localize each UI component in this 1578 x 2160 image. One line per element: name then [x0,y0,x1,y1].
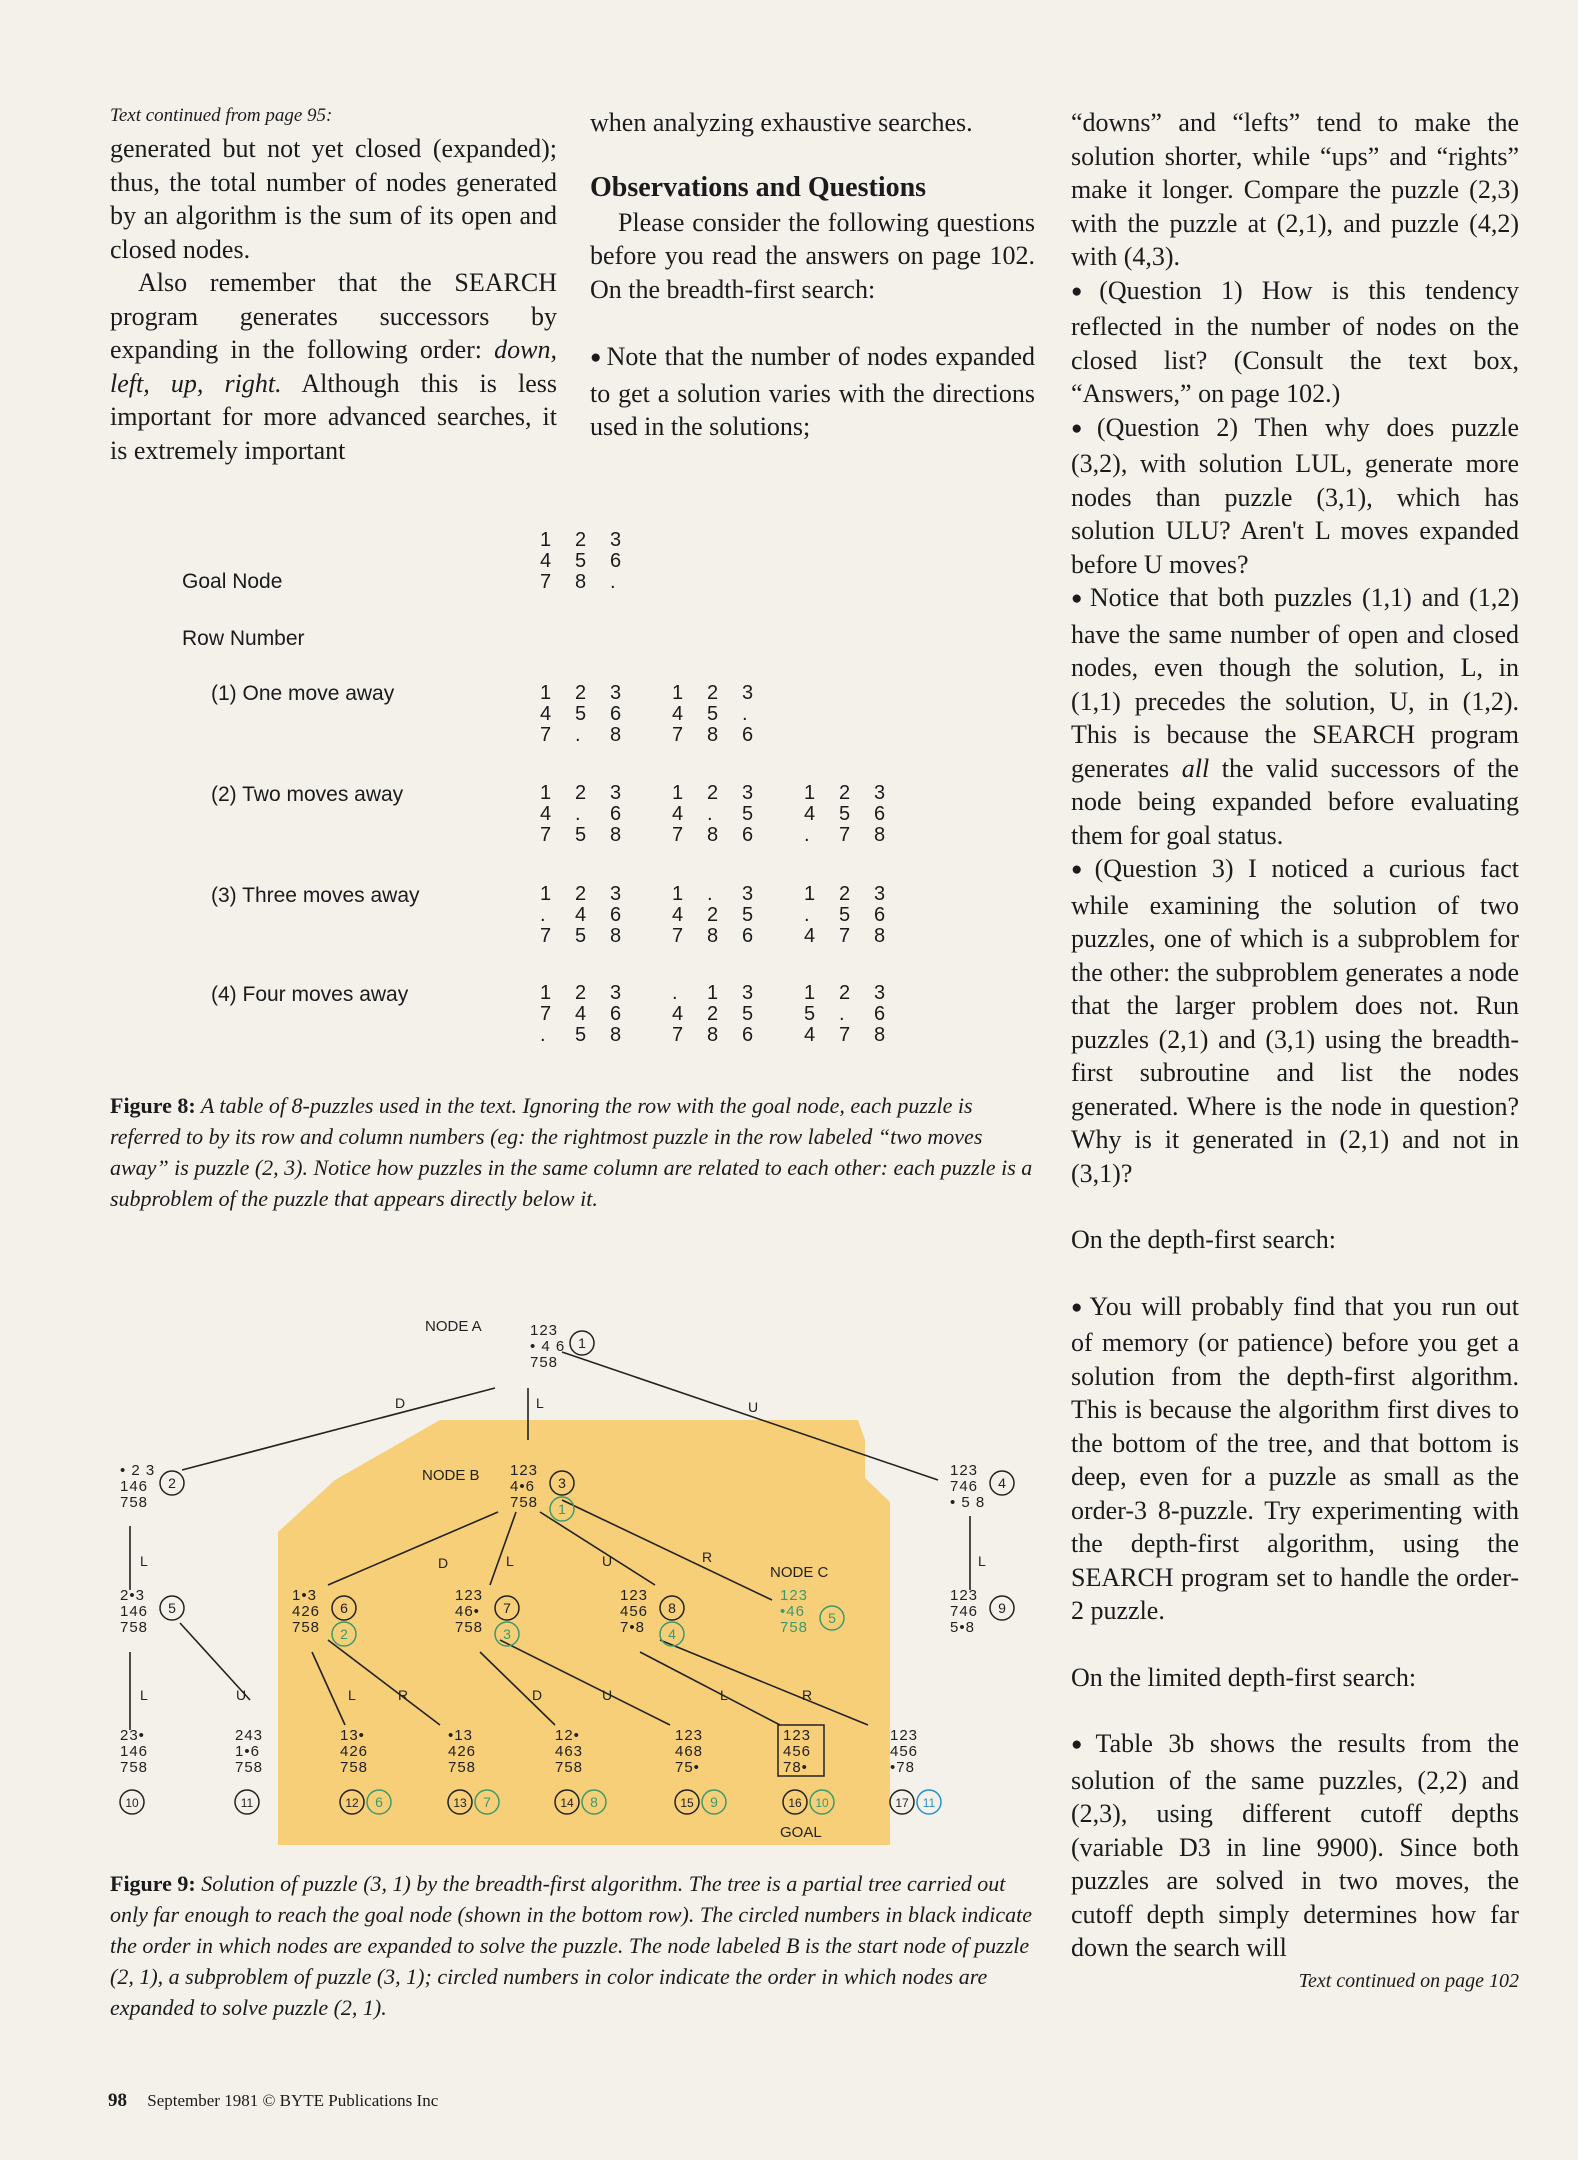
order-circle-black [990,1596,1014,1620]
section-heading: Observations and Questions [590,171,927,203]
col3-paragraph-1: “downs” and “lefts” tend to make the solution shorter, while “ups” and “rights” make it longer. Compare the puzzle (2,3) with the puzzle at (2,1), and puzzle (4,2) with (4,3). [1071,108,1519,271]
puzzle-cell: . [839,1003,845,1025]
puzzle-cell: 7 [672,1024,684,1046]
puzzle-cell: 5 [575,1024,587,1046]
order-number: 11 [240,1796,254,1810]
puzzle-cell: 7 [839,1024,851,1046]
depth-first-text: You will probably find that you run out of memory (or patience) before you get a solution from the depth-first algorithm. This is because the algorithm first dives to the bottom of the tree, and that bottom is deep, even for a puzzle as small as the order-3 8-puzzle. Try experimenting with the depth-first algorithm, using the SEARCH program set to handle the order-2 puzzle. [1071,1291,1520,1625]
figure-8-text: A table of 8-puzzles used in the text. Ignoring the row with the goal node, each puzzle is referred to by its row and column numbers (eg: the rightmost puzzle in the row labeled “two moves away” is puzzle (2, 3). Notice how puzzles in the same column are related to each other: each puzzle is a subproblem of the puzzle that appears directly below it. [110,1093,1033,1211]
figure-8-label: Figure 8: [110,1093,196,1118]
puzzle-cell: 5 [839,904,851,926]
puzzle-cell: 3 [874,782,886,804]
puzzle-cell: 2 [839,782,851,804]
puzzle-cell: 4 [804,925,816,947]
depth-first-heading: On the depth-first search: [1071,1225,1336,1254]
order-number: 8 [668,1600,676,1616]
node-row: 758 [235,1759,264,1776]
puzzle-cell: . [707,883,713,905]
puzzle-cell: 7 [540,571,552,593]
order-number: 3 [558,1475,566,1491]
limited-depth-text: Table 3b shows the results from the solution of the same puzzles, (2,2) and (2,3), using different cutoff depths (variable D3 in line 9900). Since both puzzles are solved in two moves, the cutoff depth simply determines how far down the search will [1071,1729,1519,1962]
puzzle-cell: 6 [610,803,622,825]
puzzle-cell: 3 [742,883,754,905]
puzzle-cell: 6 [610,550,622,572]
figure-8-caption [110,1090,1040,1214]
node-row: 123 [783,1727,812,1744]
puzzle-cell: 1 [707,982,719,1004]
node-row: 758 [448,1759,477,1776]
row-number-label: Row Number [182,627,305,650]
move-label: U [748,1399,759,1415]
tree-node-n4 [950,1462,1014,1511]
question-1-text: (Question 1) How is this tendency reflected in the number of nodes on the closed list? (Consult the text box, “Answers,” on page 102.) [1071,275,1519,408]
node-row: 426 [448,1743,477,1760]
order-circle-black [235,1790,259,1814]
node-row: 758 [120,1759,149,1776]
puzzle-cell: 2 [575,682,587,704]
bullet-icon [590,342,607,371]
continued-on-note: Text continued on page 102 [1298,1969,1519,1992]
puzzle-cell: 3 [742,682,754,704]
puzzle-cell: 7 [839,824,851,846]
puzzle-4-3 [804,983,909,1046]
question-2-text: (Question 2) Then why does puzzle (3,2), with solution LUL, generate more nodes than puzzle (3,1), which has solution ULU? Aren't L moves expanded before U moves? [1071,412,1519,579]
puzzle-cell: 6 [610,703,622,725]
puzzle-cell: 2 [707,682,719,704]
puzzle-cell: . [804,824,810,846]
node-row: 123 [510,1462,539,1479]
move-label: L [978,1553,986,1569]
order-number: 5 [828,1610,836,1626]
puzzle-cell: . [540,904,546,926]
tree-node-n17 [890,1727,941,1814]
node-row: 1•3 [292,1587,317,1604]
col2-p3-text: Note that the number of nodes expanded to get a solution varies with the directions used in the solutions; [590,342,1035,441]
question-1 [1071,274,1519,411]
puzzle-cell: . [575,803,581,825]
puzzle-cell: . [707,803,713,825]
move-label: L [140,1553,148,1569]
puzzle-cell: 1 [804,782,816,804]
puzzle-cell: 7 [540,925,552,947]
puzzle-cell: 4 [804,1024,816,1046]
tree-node-n2 [120,1462,184,1511]
node-row: •46 [780,1603,805,1620]
puzzle-cell: 5 [742,1003,754,1025]
notice-text-a: Notice that both puzzles (1,1) and (1,2) have the same number of open and closed nodes, even though the solution, L, in (1,1) precedes the solution, U, in (1,2). This is because the SEARCH program generates [1071,583,1519,783]
puzzle-cell: 8 [707,1024,719,1046]
node-b-label: NODE B [422,1467,480,1484]
order-number: 11 [922,1796,936,1810]
puzzle-cell: 2 [575,982,587,1004]
node-row: • 2 3 [120,1462,156,1479]
page-number: 98 [108,2090,127,2111]
puzzle-cell: 3 [610,529,622,551]
move-label: U [236,1687,247,1703]
order-circle-black [160,1596,184,1620]
node-row: 758 [120,1494,149,1511]
puzzle-cell: 1 [672,883,684,905]
puzzle-cell: 8 [707,925,719,947]
node-row: 468 [675,1743,704,1760]
move-label: U [602,1553,613,1569]
limited-depth-heading: On the limited depth-first search: [1071,1662,1417,1692]
puzzle-cell: 8 [874,925,886,947]
node-row: 4•6 [510,1478,535,1495]
puzzle-cell: 1 [672,782,684,804]
column-1 [110,104,557,467]
order-number: 17 [895,1796,909,1810]
puzzle-cell: 7 [540,1003,552,1025]
puzzle-cell: . [672,982,678,1004]
puzzle-cell: 5 [804,1003,816,1025]
move-label: L [140,1687,148,1703]
node-row: 456 [620,1603,649,1620]
bullet-icon [1071,413,1097,442]
node-row: 123 [890,1727,919,1744]
puzzle-cell: 3 [610,982,622,1004]
node-row: 758 [555,1759,584,1776]
order-number: 6 [340,1600,348,1616]
order-circle-black [160,1471,184,1495]
node-row: 463 [555,1743,584,1760]
puzzle-cell: 3 [874,982,886,1004]
puzzle-cell: 7 [672,925,684,947]
puzzle-cell: 4 [672,703,684,725]
puzzle-cell: 4 [540,803,552,825]
node-row: 123 [530,1322,559,1339]
node-row: 758 [780,1619,809,1636]
puzzle-cell: 5 [742,803,754,825]
node-row: • 4 6 [530,1338,566,1355]
node-row: 243 [235,1727,264,1744]
puzzle-2-1 [540,783,645,846]
move-label: L [536,1395,544,1411]
puzzle-cell: 4 [575,1003,587,1025]
tree-node-n11 [235,1727,263,1814]
puzzle-cell: 6 [742,824,754,846]
col2-paragraph-2: Please consider the following questions before you read the answers on page 102. On the breadth-first search: [590,207,1035,304]
puzzle-cell: 3 [742,982,754,1004]
goal-label: GOAL [780,1824,822,1841]
puzzle-cell: 8 [707,824,719,846]
tree-node-a [530,1322,594,1371]
order-number: 10 [815,1796,829,1810]
puzzle-cell: 4 [672,904,684,926]
node-row: 78• [783,1759,808,1776]
row-label-1: (1) One move away [211,682,395,705]
node-row: • 5 8 [950,1494,986,1511]
puzzle-cell: . [742,703,748,725]
order-circle-black [990,1471,1014,1495]
puzzle-cell: 7 [540,824,552,846]
puzzle-cell: 8 [610,925,622,947]
order-number: 7 [503,1600,511,1616]
puzzle-cell: 3 [610,682,622,704]
puzzle-cell: 4 [804,803,816,825]
node-row: 758 [455,1619,484,1636]
puzzle-2-2 [672,783,777,846]
order-number: 7 [483,1794,491,1810]
node-row: 1•6 [235,1743,260,1760]
puzzle-3-1 [540,884,645,947]
puzzle-cell: 1 [804,982,816,1004]
puzzle-cell: 2 [707,782,719,804]
puzzle-cell: 1 [672,682,684,704]
tree-node-n5 [120,1587,184,1636]
order-number: 6 [375,1794,383,1810]
node-row: 758 [120,1619,149,1636]
puzzle-cell: 7 [839,925,851,947]
puzzle-1-2 [672,683,777,746]
column-2 [590,106,1035,444]
puzzle-cell: 5 [575,550,587,572]
node-row: 426 [340,1743,369,1760]
move-label: L [506,1553,514,1569]
node-row: 46• [455,1603,480,1620]
node-row: 12• [555,1727,580,1744]
figure-9-text: Solution of puzzle (3, 1) by the breadth-first algorithm. The tree is a partial tree carried out only far enough to reach the goal node (shown in the bottom row). The circled numbers in black indicate the order in which nodes are expanded to solve the puzzle. The node labeled B is the start node of puzzle (2, 1), a subproblem of puzzle (3, 1); circled numbers in color indicate the order in which nodes are expanded to solve puzzle (2, 1). [110,1871,1033,2020]
move-label: R [398,1687,409,1703]
col2-paragraph-3 [590,340,1035,444]
node-row: 746 [950,1478,979,1495]
node-row: 23• [120,1727,145,1744]
puzzle-cell: 4 [575,904,587,926]
puzzle-cell: 4 [540,550,552,572]
puzzle-cell: 2 [839,883,851,905]
order-circle-black [570,1331,594,1355]
figure-9-caption [110,1868,1040,2023]
notice-all: all [1181,753,1210,783]
node-row: 456 [890,1743,919,1760]
col1-p2-order: down, left, up, right. [110,335,557,398]
page-footer [108,2090,438,2112]
puzzle-cell: 6 [874,1003,886,1025]
col1-paragraph-1: generated but not yet closed (expanded); thus, the total number of nodes generated by an algorithm is the sum of its open and closed nodes. [110,134,557,264]
puzzle-cell: 3 [610,883,622,905]
puzzle-cell: 2 [575,883,587,905]
node-row: 123 [620,1587,649,1604]
notice-paragraph [1071,581,1519,852]
puzzle-cell: 6 [874,803,886,825]
node-row: 13• [340,1727,365,1744]
order-circle-black [890,1790,914,1814]
goal-node-label: Goal Node [182,570,283,593]
order-number: 15 [680,1796,694,1810]
move-label: D [532,1687,543,1703]
puzzle-cell: 8 [575,571,587,593]
bullet-icon [1071,276,1099,305]
puzzle-cell: 8 [610,824,622,846]
puzzle-cell: 1 [540,782,552,804]
continued-from-note: Text continued from page 95: [110,105,333,126]
question-3-text: (Question 3) I noticed a curious fact while examining the solution of two puzzles, one of which is a subproblem for the other: the subproblem generates a node that the larger problem does not. Run puzzles (2,1) and (3,1) using the breadth-first subroutine and list the nodes generated. Where is the node in question? Why is it generated in (2,1) and not in (3,1)? [1071,854,1519,1188]
order-number: 2 [340,1626,348,1642]
order-number: 13 [453,1796,467,1810]
row-label-3: (3) Three moves away [211,884,420,907]
move-label: L [348,1687,356,1703]
figure-9-tree [100,1300,1140,1860]
puzzle-cell: 1 [540,982,552,1004]
node-row: 146 [120,1478,149,1495]
node-row: 758 [530,1354,559,1371]
node-row: 75• [675,1759,700,1776]
node-a-label: NODE A [425,1318,482,1335]
puzzle-cell: 2 [707,1003,719,1025]
puzzle-cell: 6 [742,1024,754,1046]
puzzle-cell: 5 [575,824,587,846]
puzzle-cell: 8 [874,1024,886,1046]
puzzle-cell: . [540,1024,546,1046]
node-row: 758 [340,1759,369,1776]
puzzle-cell: 2 [575,529,587,551]
puzzle-cell: 7 [672,824,684,846]
row-label-2: (2) Two moves away [211,783,404,806]
node-row: 123 [780,1587,809,1604]
puzzle-cell: 8 [707,724,719,746]
node-row: 123 [950,1587,979,1604]
puzzle-cell: . [804,904,810,926]
node-c-label: NODE C [770,1564,829,1581]
puzzle-cell: 1 [540,883,552,905]
order-number: 4 [668,1626,676,1642]
move-label: U [602,1687,613,1703]
node-row: 123 [675,1727,704,1744]
puzzle-3-2 [672,884,777,947]
col1-paragraph-2 [110,266,557,467]
order-number: 8 [590,1794,598,1810]
puzzle-4-1 [540,983,645,1046]
puzzle-cell: 8 [874,824,886,846]
node-row: 7•8 [620,1619,645,1636]
order-number: 12 [345,1796,359,1810]
order-number: 1 [578,1335,586,1351]
order-number: 5 [168,1600,176,1616]
puzzle-cell: 7 [540,724,552,746]
puzzle-cell: 3 [742,782,754,804]
order-number: 3 [503,1626,511,1642]
puzzle-cell: . [610,571,616,593]
puzzle-cell: 5 [575,703,587,725]
puzzle-cell: 1 [540,682,552,704]
node-row: •78 [890,1759,915,1776]
question-2 [1071,411,1519,582]
puzzle-cell: 4 [672,1003,684,1025]
puzzle-cell: . [575,724,581,746]
puzzle-cell: 2 [707,904,719,926]
puzzle-cell: 6 [874,904,886,926]
node-row: 5•8 [950,1619,975,1636]
col1-p2-text-b: Although this is less important for more advanced searches, it is extremely important [110,368,557,465]
col2-paragraph-1: when analyzing exhaustive searches. [590,108,973,137]
puzzle-cell: 5 [707,703,719,725]
node-row: 123 [950,1462,979,1479]
puzzle-2-3 [804,783,909,846]
puzzle-cell: 8 [610,724,622,746]
node-row: 746 [950,1603,979,1620]
puzzle-cell: 6 [610,904,622,926]
puzzle-cell: 5 [742,904,754,926]
figure-9-label: Figure 9: [110,1871,196,1896]
node-row: 426 [292,1603,321,1620]
col1-p2-text-a: Also remember that the SEARCH program generates successors by expanding in the following order: [110,268,557,364]
puzzle-3-3 [804,884,909,947]
puzzle-cell: 6 [610,1003,622,1025]
move-label: D [438,1555,449,1571]
node-row: 456 [783,1743,812,1760]
move-label: R [702,1549,713,1565]
move-label: D [395,1395,406,1411]
bullet-icon [1071,854,1095,883]
puzzle-cell: 1 [804,883,816,905]
bullet-icon [1071,583,1090,612]
goal-puzzle [540,530,645,593]
order-number: 2 [168,1475,176,1491]
puzzle-cell: 4 [540,703,552,725]
node-row: •13 [448,1727,473,1744]
move-label: R [802,1687,813,1703]
tree-node-n9 [950,1587,1014,1636]
puzzle-cell: 7 [672,724,684,746]
puzzle-cell: 1 [540,529,552,551]
puzzle-cell: 6 [742,724,754,746]
order-number: 10 [125,1796,139,1810]
puzzle-cell: 2 [575,782,587,804]
order-circle-black [120,1790,144,1814]
node-row: 146 [120,1743,149,1760]
puzzle-cell: 2 [839,982,851,1004]
puzzle-cell: 8 [610,1024,622,1046]
node-row: 146 [120,1603,149,1620]
question-3 [1071,852,1519,1190]
node-row: 123 [455,1587,484,1604]
puzzle-cell: 3 [874,883,886,905]
tree-node-n10 [120,1727,148,1814]
order-number: 9 [710,1794,718,1810]
node-row: 2•3 [120,1587,145,1604]
row-label-4: (4) Four moves away [211,983,409,1006]
order-number: 16 [788,1796,802,1810]
puzzle-4-2 [672,983,777,1046]
notice-text-b: the valid successors of the node being expanded before evaluating them for goal status. [1071,753,1519,850]
puzzle-cell: 5 [575,925,587,947]
puzzle-cell: 5 [839,803,851,825]
order-circle-color [917,1790,941,1814]
order-number: 1 [558,1501,566,1517]
move-label: L [720,1687,728,1703]
order-number: 14 [560,1796,574,1810]
puzzle-cell: 6 [742,925,754,947]
order-number: 9 [998,1600,1006,1616]
puzzle-cell: 3 [610,782,622,804]
node-row: 758 [292,1619,321,1636]
puzzle-cell: 4 [672,803,684,825]
footer-text: September 1981 © BYTE Publications Inc [147,2091,439,2110]
order-number: 4 [998,1475,1006,1491]
puzzle-1-1 [540,683,645,746]
node-row: 758 [510,1494,539,1511]
